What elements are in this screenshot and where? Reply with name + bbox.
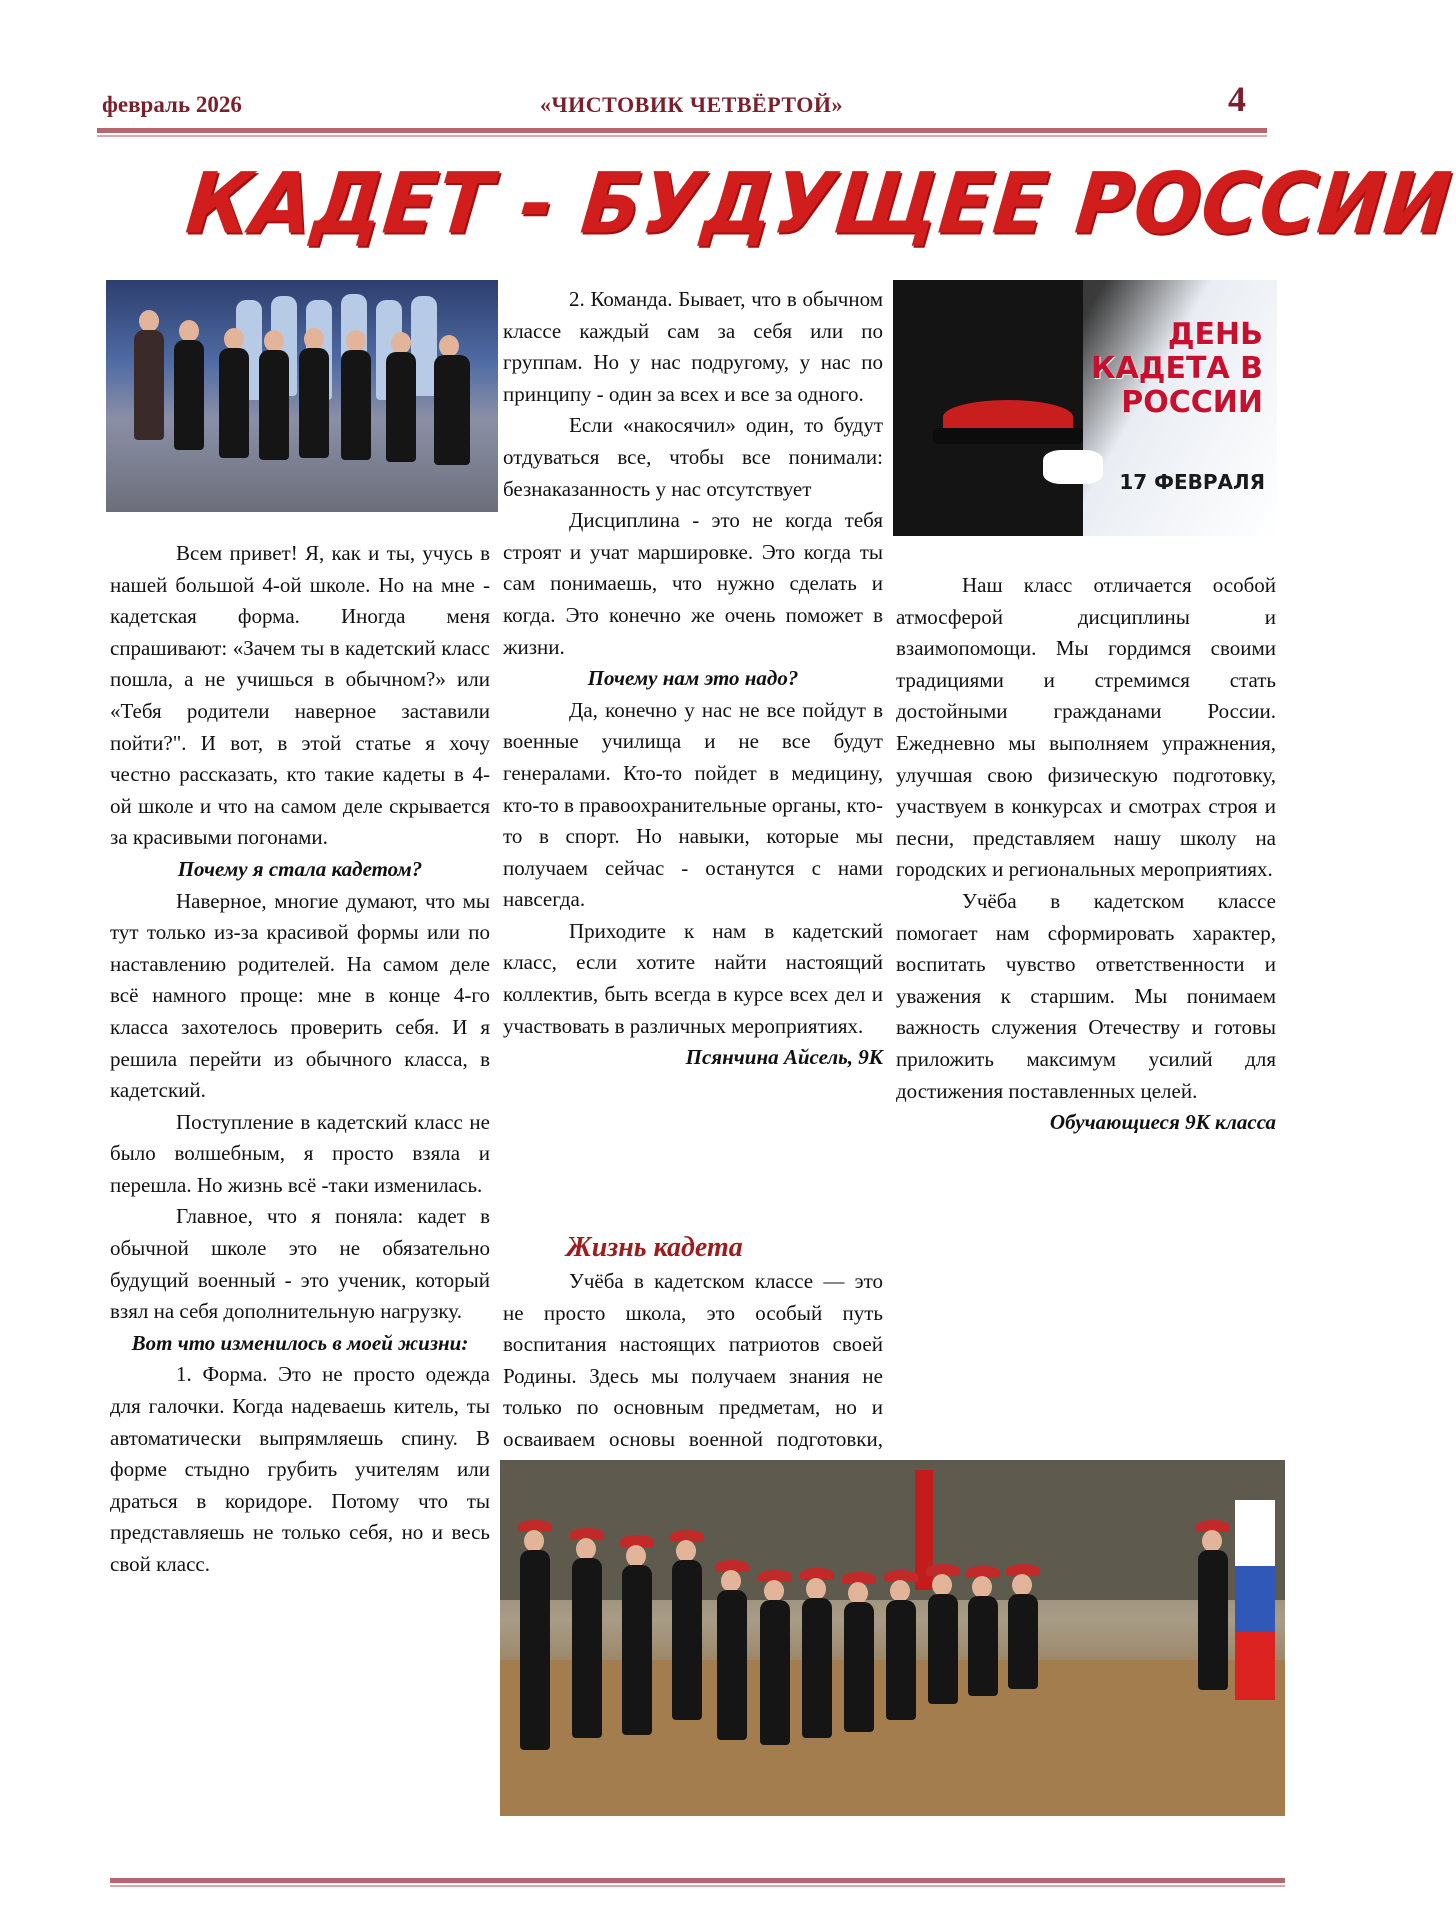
footer-rule [110,1878,1285,1883]
headline: КАДЕТ - БУДУЩЕЕ РОССИИ [182,155,1456,253]
article2-column-2 [896,570,1276,1139]
article2-column-1 [503,1266,883,1450]
paragraph: 2. Команда. Бывает, что в обычном классе каждый сам за себя или по группам. Но у нас подругому, у нас по принципу - один за всех и все за одного. [503,287,883,406]
subheading: Почему я стала кадетом? [177,856,423,881]
paragraph: Учёба в кадетском классе — это не просто школа, это особый путь воспитания настоящих патриотов своей Родины. Здесь мы получаем знания не только по основным предметам, но и осваиваем основы военной подготовки, [503,1269,883,1451]
section-title: Жизнь кадета [566,1232,743,1263]
paragraph: Приходите к нам в кадетский класс, если хотите найти настоящий коллектив, быть всегда в курсе всех дел и участвовать в различных мероприятиях. [503,918,883,1038]
paragraph: 1. Форма. Это не просто одежда для галочки. Когда надеваешь китель, ты автоматически выпрямляешь спину. В форме стыдно грубить учителям или драться в коридоре. Потому что ты представляешь не только себя, но и весь свой класс. [110,1362,490,1576]
badge-title: ДЕНЬ КАДЕТА В РОССИИ [1091,317,1263,420]
header-rule [97,128,1267,133]
header-rule-thin [97,135,1267,137]
subheading: Вот что изменилось в моей жизни: [131,1330,469,1355]
paragraph: Наверное, многие думают, что мы тут только из-за красивой формы или по наставлению родителей. На самом деле всё намного проще: мне в конце 4-го класса захотелось проверить себя. И я решила перейти из обычного класса, в кадетский. [110,888,490,1103]
paragraph: Учёба в кадетском классе помогает нам сформировать характер, воспитать чувство ответственности и уважения к старшим. Мы понимаем важность служения Отечеству и готовы приложить максимум усилий для достижения поставленных целей. [896,888,1276,1103]
paragraph: Главное, что я поняла: кадет в обычной школе это не обязательно будущий военный - это ученик, который взял на себя дополнительную нагрузку. [110,1204,490,1324]
badge-date: 17 ФЕВРАЛЯ [1119,470,1265,494]
issue-date: февраль 2026 [102,92,242,117]
subheading: Почему нам это надо? [587,666,799,691]
cadets-group-photo [106,280,498,512]
article-intro: Всем привет! Я, как и ты, учусь в нашей большой 4-ой школе. Но на мне - кадетская форма. Иногда меня спрашивают: «Зачем ты в кадетский класс пошла, а не учишься в обычном?» или «Тебя родители наверное заставили пойти?". И вот, в этой статье я хочу честно рассказать, кто такие кадеты в 4-ой школе и что на самом деле скрывается за красивыми погонами. [110,541,490,850]
article-column-2 [503,284,883,1074]
cadets-lineup-photo [500,1460,1285,1816]
page-number: 4 [1228,79,1246,119]
footer-rule-thin [110,1885,1285,1887]
cadet-day-badge [893,280,1277,536]
article-column-1 [110,538,490,1581]
paragraph: Поступление в кадетский класс не было волшебным, я просто взяла и перешла. Но жизнь всё -таки изменилась. [110,1109,490,1197]
paragraph: Да, конечно у нас не все пойдут в военные училища и не все будут генералами. Кто-то пойдет в медицину, кто-то в правоохранительные органы, кто-то в спорт. Но навыки, которые мы получаем сейчас - останутся с нами навсегда. [503,697,883,912]
article2-author: Обучающиеся 9К класса [1049,1110,1276,1135]
paragraph: Если «накосячил» один, то будут отдуваться все, чтобы все понимали: безнаказанность у нас отсутствует [503,413,883,501]
publication-title: «ЧИСТОВИК ЧЕТВЁРТОЙ» [540,92,844,117]
article-author: Псянчина Айсель, 9К [685,1045,883,1070]
paragraph: Наш класс отличается особой атмосферой дисциплины и взаимопомощи. Мы гордимся своими традициями и стремимся стать достойными гражданами России. Ежедневно мы выполняем упражнения, улучшая свою физическую подготовку, участвуем в конкурсах и смотрах строя и песни, представляем нашу школу на городских и региональных мероприятиях. [896,573,1276,882]
paragraph: Дисциплина - это не когда тебя строят и учат маршировке. Это когда ты сам понимаешь, что нужно сделать и когда. Это конечно же очень поможет в жизни. [503,508,883,659]
